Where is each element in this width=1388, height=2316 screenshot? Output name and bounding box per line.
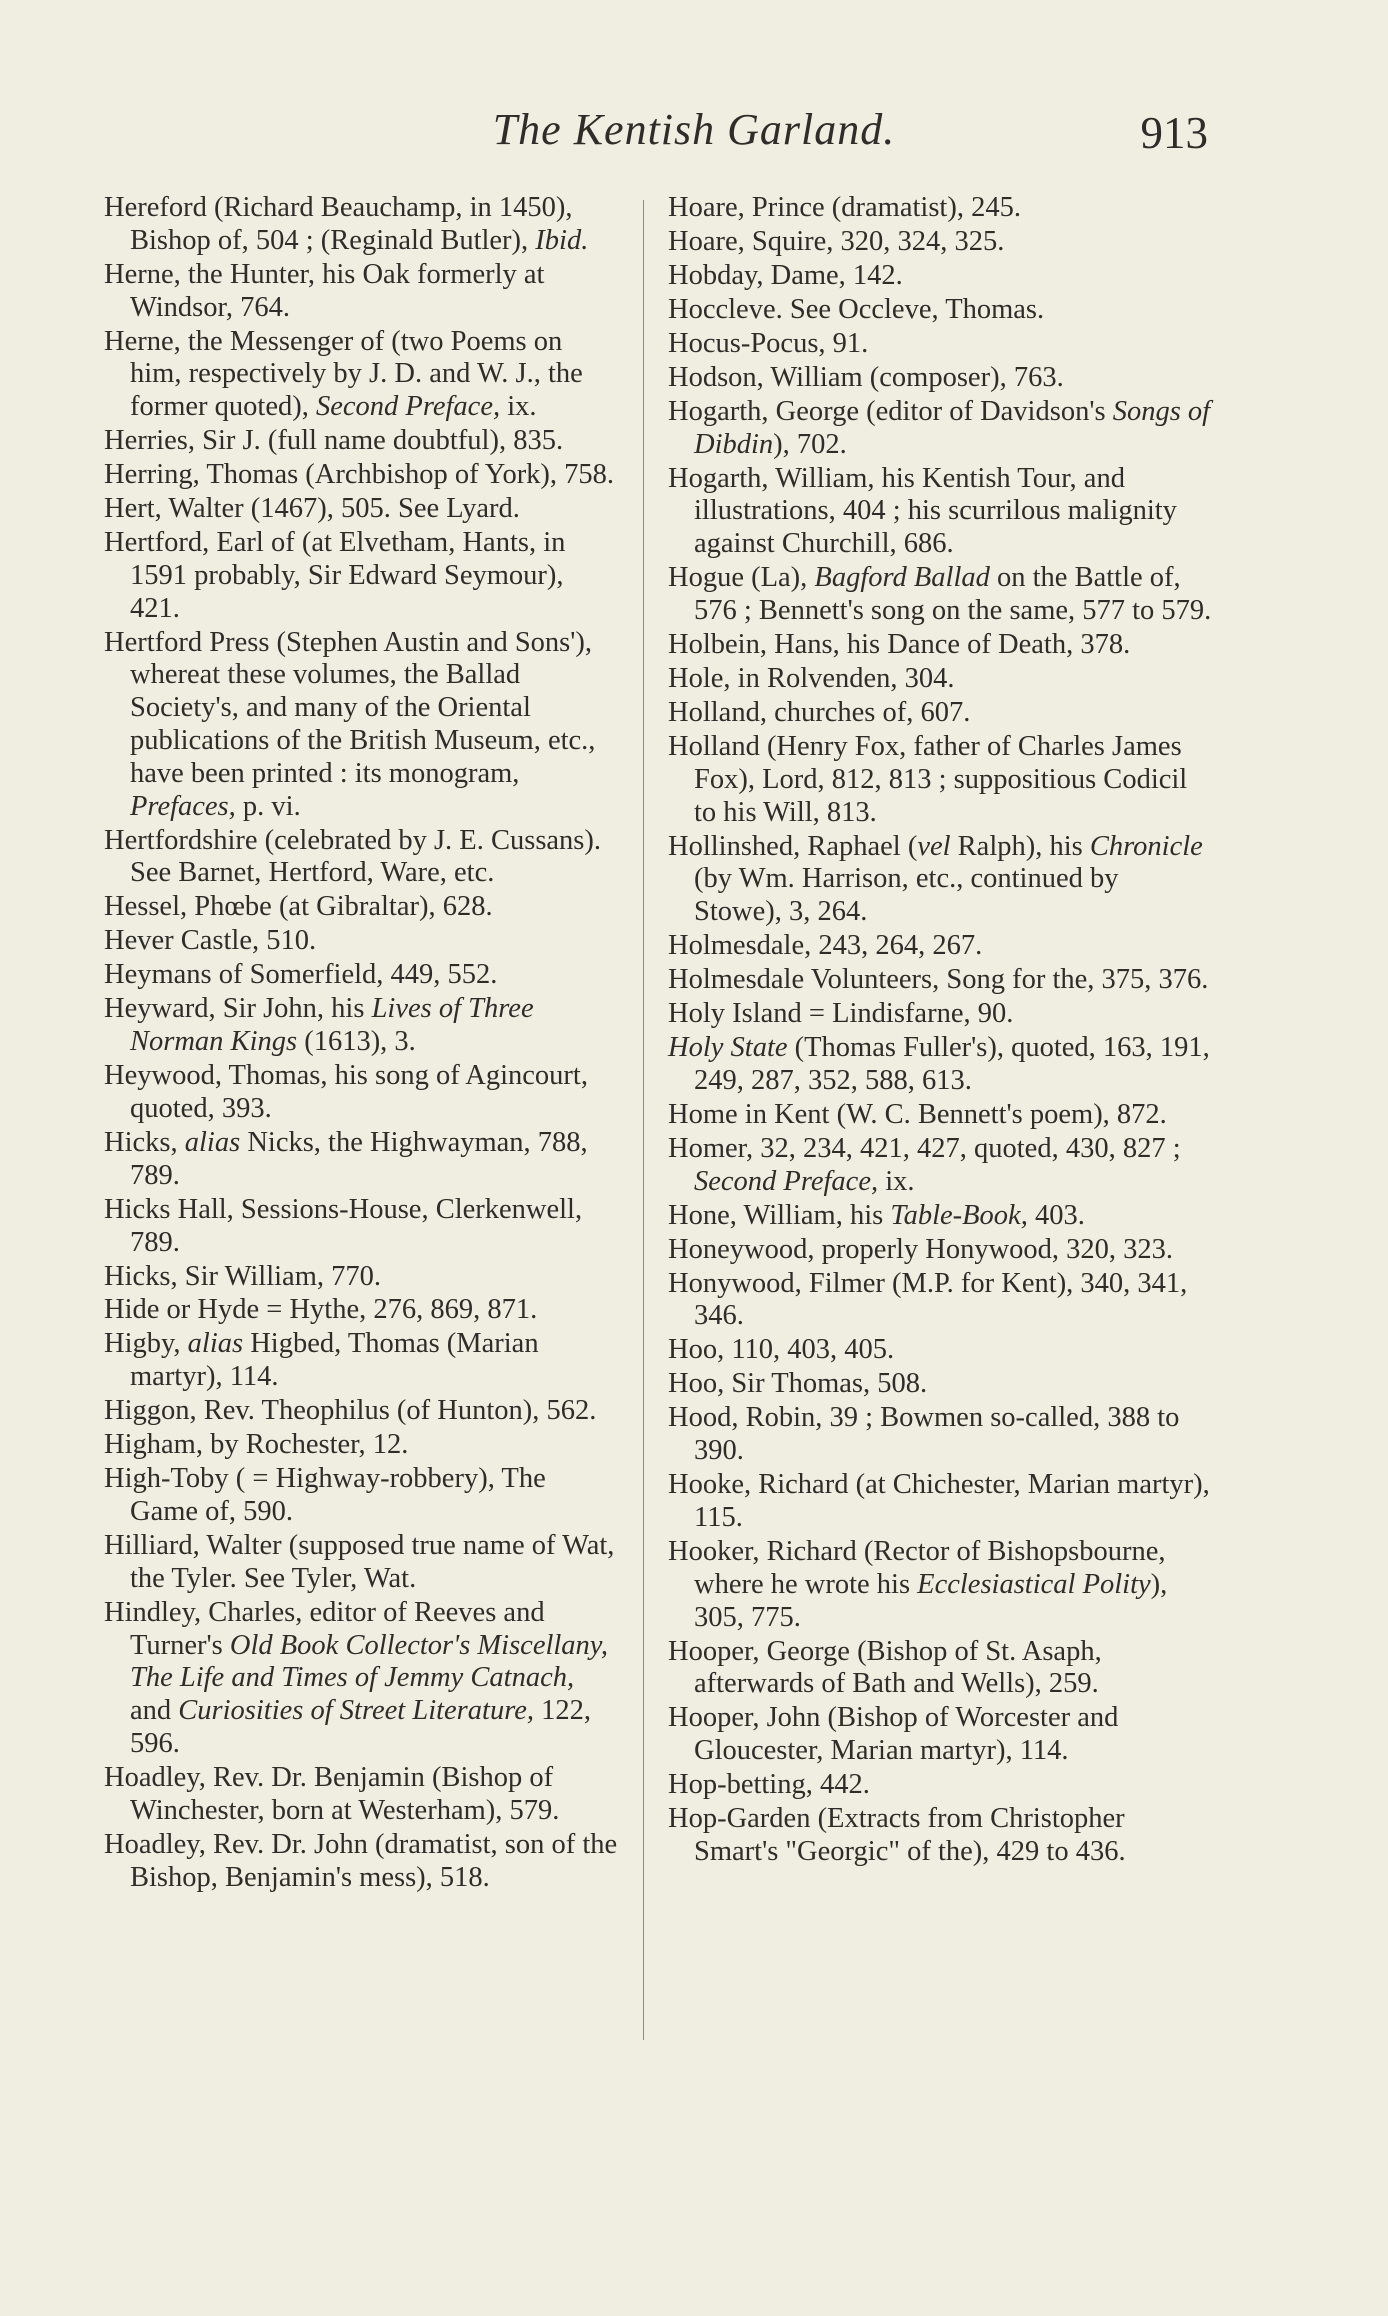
index-entry — [668, 998, 1212, 1031]
index-entry-italic-text: alias — [184, 1126, 241, 1158]
index-entry-text: ix. — [878, 1165, 915, 1197]
index-entry — [668, 663, 1212, 696]
index-entry — [668, 1032, 1212, 1098]
index-entry-text: Hertford, Earl of (at Elvetham, Hants, in 1591 probably, Sir Edward Seymour), 421. — [104, 527, 566, 624]
index-entry-italic-text: Lives of Three Norman Kings — [130, 993, 534, 1058]
index-entry-text: 122, 596. — [130, 1695, 592, 1759]
index-entry-text: Holmesdale Volunteers, Song for the, 375, 376. — [668, 964, 1209, 996]
page-number: 913 — [1140, 108, 1208, 158]
index-entry — [104, 1395, 620, 1428]
index-entry — [104, 993, 620, 1059]
index-entry-italic-text: Second Preface, — [315, 391, 501, 423]
index-entry-text: Holland (Henry Fox, father of Charles James Fox), Lord, 812, 813 ; suppositious Codicil to his Will, 813. — [668, 731, 1188, 828]
running-title: The Kentish Garland. — [492, 105, 896, 154]
index-entry — [668, 831, 1212, 929]
index-entry-text: (Thomas Fuller's), quoted, 163, 191, 249, 287, 352, 588, 613. — [694, 1032, 1210, 1096]
index-entry-italic-text: Old Book Collector's Miscellany, The Life and Times of Jemmy Catnach, — [130, 1629, 609, 1694]
index-entry-text: Hogue (La), — [668, 562, 815, 594]
column-divider — [643, 200, 644, 2040]
index-entry-text: Hoadley, Rev. Dr. John (dramatist, son of the Bishop, Benjamin's mess), 518. — [104, 1828, 618, 1893]
index-entry — [668, 192, 1212, 225]
index-entry-italic-text: Bagford Ballad — [814, 562, 990, 594]
index-entry-text: Hicks Hall, Sessions-House, Clerkenwell, 789. — [104, 1193, 583, 1258]
index-entry — [668, 463, 1212, 561]
index-entry-text: Hicks, — [104, 1126, 185, 1158]
index-entry — [668, 1268, 1212, 1334]
index-entry-text: Honeywood, properly Honywood, 320, 323. — [668, 1233, 1174, 1265]
index-entry — [104, 627, 620, 824]
index-entry-text: High-Toby ( = Highway-robbery), The Game of, 590. — [104, 1463, 546, 1528]
index-entry-text: Hever Castle, 510. — [104, 925, 317, 957]
index-entry-text: Higham, by Rochester, 12. — [104, 1429, 409, 1461]
index-entry-text: Herne, the Messenger of (two Poems on him, respectively by J. D. and W. J., the former quoted), — [104, 325, 583, 423]
index-entry — [104, 1762, 620, 1828]
index-entry — [668, 1469, 1212, 1535]
index-entry-text: Hooper, John (Bishop of Worcester and Gloucester, Marian martyr), 114. — [668, 1702, 1119, 1767]
index-entry — [668, 328, 1212, 361]
index-entry-text: Heyward, Sir John, his — [104, 993, 372, 1025]
index-entry-text: Hoare, Prince (dramatist), 245. — [668, 192, 1021, 223]
index-entry-text: Hogarth, George (editor of Davidson's — [668, 395, 1113, 427]
index-entry — [104, 459, 620, 492]
index-entry-text: Heywood, Thomas, his song of Agincourt, quoted, 393. — [104, 1060, 588, 1124]
index-entry-text: Hicks, Sir William, 770. — [104, 1260, 381, 1292]
index-entry-text: Higbed, Thomas (Marian martyr), 114. — [130, 1328, 539, 1393]
index-entry-text: Herne, the Hunter, his Oak formerly at Windsor, 764. — [104, 258, 545, 323]
index-entry — [104, 1328, 620, 1394]
index-entry — [104, 1060, 620, 1126]
index-entry-text: ix. — [500, 391, 537, 423]
index-entry — [668, 1702, 1212, 1768]
index-entry — [668, 1368, 1212, 1401]
index-entry — [104, 959, 620, 992]
index-entry — [104, 1597, 620, 1761]
index-entry-text: and — [130, 1695, 179, 1727]
index-entry — [104, 891, 620, 924]
index-column-right — [668, 192, 1212, 1870]
index-entry — [668, 1536, 1212, 1634]
index-entry — [104, 1294, 620, 1327]
index-entry-text: Hooker, Richard (Rector of Bishopsbourne, where he wrote his — [668, 1535, 1166, 1600]
index-entry — [668, 1636, 1212, 1702]
index-entry — [668, 226, 1212, 259]
index-entry — [668, 362, 1212, 395]
index-entry-text: Hide or Hyde = Hythe, 276, 869, 871. — [104, 1294, 538, 1326]
index-entry-text: Hoo, 110, 403, 405. — [668, 1334, 895, 1366]
index-entry-text: Hoare, Squire, 320, 324, 325. — [668, 225, 1005, 257]
index-entry-text: Hop-Garden (Extracts from Christopher Smart's "Georgic" of the), 429 to 436. — [668, 1803, 1126, 1867]
index-entry-text: Holbein, Hans, his Dance of Death, 378. — [668, 629, 1131, 661]
index-entry-text: on the Battle of, 576 ; Bennett's song on the same, 577 to 579. — [694, 562, 1212, 627]
index-entry — [104, 425, 620, 458]
index-column-left — [104, 192, 620, 1896]
index-entry — [668, 1200, 1212, 1233]
index-entry-text: Hodson, William (composer), 763. — [668, 361, 1064, 393]
index-entry — [668, 697, 1212, 730]
index-entry — [104, 493, 620, 526]
index-entry-text: Holmesdale, 243, 264, 267. — [668, 930, 983, 962]
index-entry-italic-text: Ibid. — [535, 224, 589, 256]
index-entry — [668, 964, 1212, 997]
index-entry — [668, 1803, 1212, 1869]
index-entry-text: Home in Kent (W. C. Bennett's poem), 872. — [668, 1098, 1167, 1130]
index-entry-text: (1613), 3. — [297, 1026, 416, 1058]
index-entry — [104, 1261, 620, 1294]
index-entry-text: Hogarth, William, his Kentish Tour, and illustrations, 404 ; his scurrilous malignity against Churchill, 686. — [668, 462, 1177, 560]
index-entry — [668, 930, 1212, 963]
index-entry-text: Nicks, the Highwayman, 788, 789. — [130, 1126, 588, 1191]
index-entry — [668, 562, 1212, 628]
index-entry-text: Hessel, Phœbe (at Gibraltar), 628. — [104, 891, 493, 923]
index-entry-italic-text: Table-Book, — [890, 1199, 1028, 1231]
index-entry-text: Honywood, Filmer (M.P. for Kent), 340, 341, 346. — [668, 1267, 1188, 1332]
index-entry — [104, 925, 620, 958]
index-entry — [104, 1463, 620, 1529]
index-entry — [668, 1334, 1212, 1367]
index-entry-text: Hone, William, his — [668, 1199, 891, 1231]
index-entry-text: Hoadley, Rev. Dr. Benjamin (Bishop of Winchester, born at Westerham), 579. — [104, 1761, 560, 1826]
index-entry-text: Hertford Press (Stephen Austin and Sons'), whereat these volumes, the Ballad Society's, and many of the Oriental publications of the British Museum, etc., have been printed : its monogram, — [104, 626, 596, 789]
index-entry-text: Hop-betting, 442. — [668, 1769, 870, 1801]
index-entry-text: Hoo, Sir Thomas, 508. — [668, 1368, 928, 1400]
index-entry — [668, 1133, 1212, 1199]
index-entry — [668, 1402, 1212, 1468]
index-entry — [668, 260, 1212, 293]
index-entry — [668, 1099, 1212, 1132]
index-entry-text: Homer, 32, 234, 421, 427, quoted, 430, 827 ; — [668, 1132, 1181, 1164]
index-entry-italic-text: Chronicle — [1089, 830, 1203, 862]
index-entry-italic-text: Prefaces, — [130, 790, 236, 822]
index-entry — [104, 1194, 620, 1260]
index-entry-text: Holy Island = Lindisfarne, 90. — [668, 998, 1014, 1030]
index-entry-text: Heymans of Somerfield, 449, 552. — [104, 959, 498, 991]
index-entry-text: ), 702. — [773, 428, 847, 460]
index-entry-text: (by Wm. Harrison, etc., continued by Stowe), 3, 264. — [694, 863, 1119, 928]
index-entry-italic-text: Songs of Dibdin — [694, 395, 1211, 460]
index-entry-text: Hollinshed, Raphael ( — [668, 830, 918, 862]
index-entry-text: Hertfordshire (celebrated by J. E. Cussans). See Barnet, Hertford, Ware, etc. — [104, 824, 602, 889]
index-entry-text: Hood, Robin, 39 ; Bowmen so-called, 388 to 390. — [668, 1402, 1180, 1467]
index-entry-italic-text: Curiosities of Street Literature, — [178, 1695, 535, 1727]
index-entry — [668, 294, 1212, 327]
index-entry — [104, 1829, 620, 1895]
index-entry-text: Hole, in Rolvenden, 304. — [668, 663, 955, 695]
index-entry — [668, 1234, 1212, 1267]
index-entry-text: Ralph), his — [950, 830, 1090, 862]
index-entry — [668, 731, 1212, 829]
index-entry-text: p. vi. — [235, 790, 301, 822]
index-entry-text: 403. — [1027, 1199, 1085, 1231]
index-entry — [668, 1769, 1212, 1802]
index-entry-text: Hoccleve. See Occleve, Thomas. — [668, 293, 1045, 325]
index-entry-text: Herries, Sir J. (full name doubtful), 835. — [104, 425, 564, 457]
index-entry-text: Hert, Walter (1467), 505. See Lyard. — [104, 493, 520, 525]
index-entry-text: Holland, churches of, 607. — [668, 697, 971, 729]
index-entry-text: Herring, Thomas (Archbishop of York), 758. — [104, 459, 615, 491]
index-entry-italic-text: Second Preface, — [694, 1165, 879, 1197]
index-entry — [104, 1127, 620, 1193]
index-entry-text: Hooke, Richard (at Chichester, Marian martyr), 115. — [668, 1469, 1210, 1533]
index-entry-text: Hocus-Pocus, 91. — [668, 327, 869, 359]
index-entry-text: Hindley, Charles, editor of Reeves and Turner's — [104, 1596, 545, 1661]
index-entry — [104, 527, 620, 625]
index-entry-text: Hooper, George (Bishop of St. Asaph, afterwards of Bath and Wells), 259. — [668, 1635, 1102, 1700]
index-entry-italic-text: vel — [917, 830, 951, 862]
index-entry-text: Higgon, Rev. Theophilus (of Hunton), 562. — [104, 1395, 597, 1427]
index-entry — [104, 259, 620, 325]
index-entry-text: Hereford (Richard Beauchamp, in 1450), Bishop of, 504 ; (Reginald Butler), — [104, 192, 573, 256]
index-entry — [104, 326, 620, 424]
index-entry — [104, 1530, 620, 1596]
index-entry-text: Higby, — [104, 1328, 188, 1360]
index-entry — [668, 396, 1212, 462]
index-entry-text: Hilliard, Walter (supposed true name of Wat, the Tyler. See Tyler, Wat. — [104, 1530, 615, 1594]
index-entry-italic-text: Holy State — [668, 1032, 788, 1064]
index-entry-italic-text: Ecclesiastical Polity — [917, 1568, 1151, 1600]
index-entry — [104, 192, 620, 258]
index-entry — [104, 1429, 620, 1462]
index-entry — [104, 825, 620, 891]
index-entry-italic-text: alias — [187, 1328, 244, 1360]
index-entry-text: Hobday, Dame, 142. — [668, 259, 903, 291]
index-entry — [668, 629, 1212, 662]
index-entry-text: ), 305, 775. — [694, 1568, 1168, 1633]
